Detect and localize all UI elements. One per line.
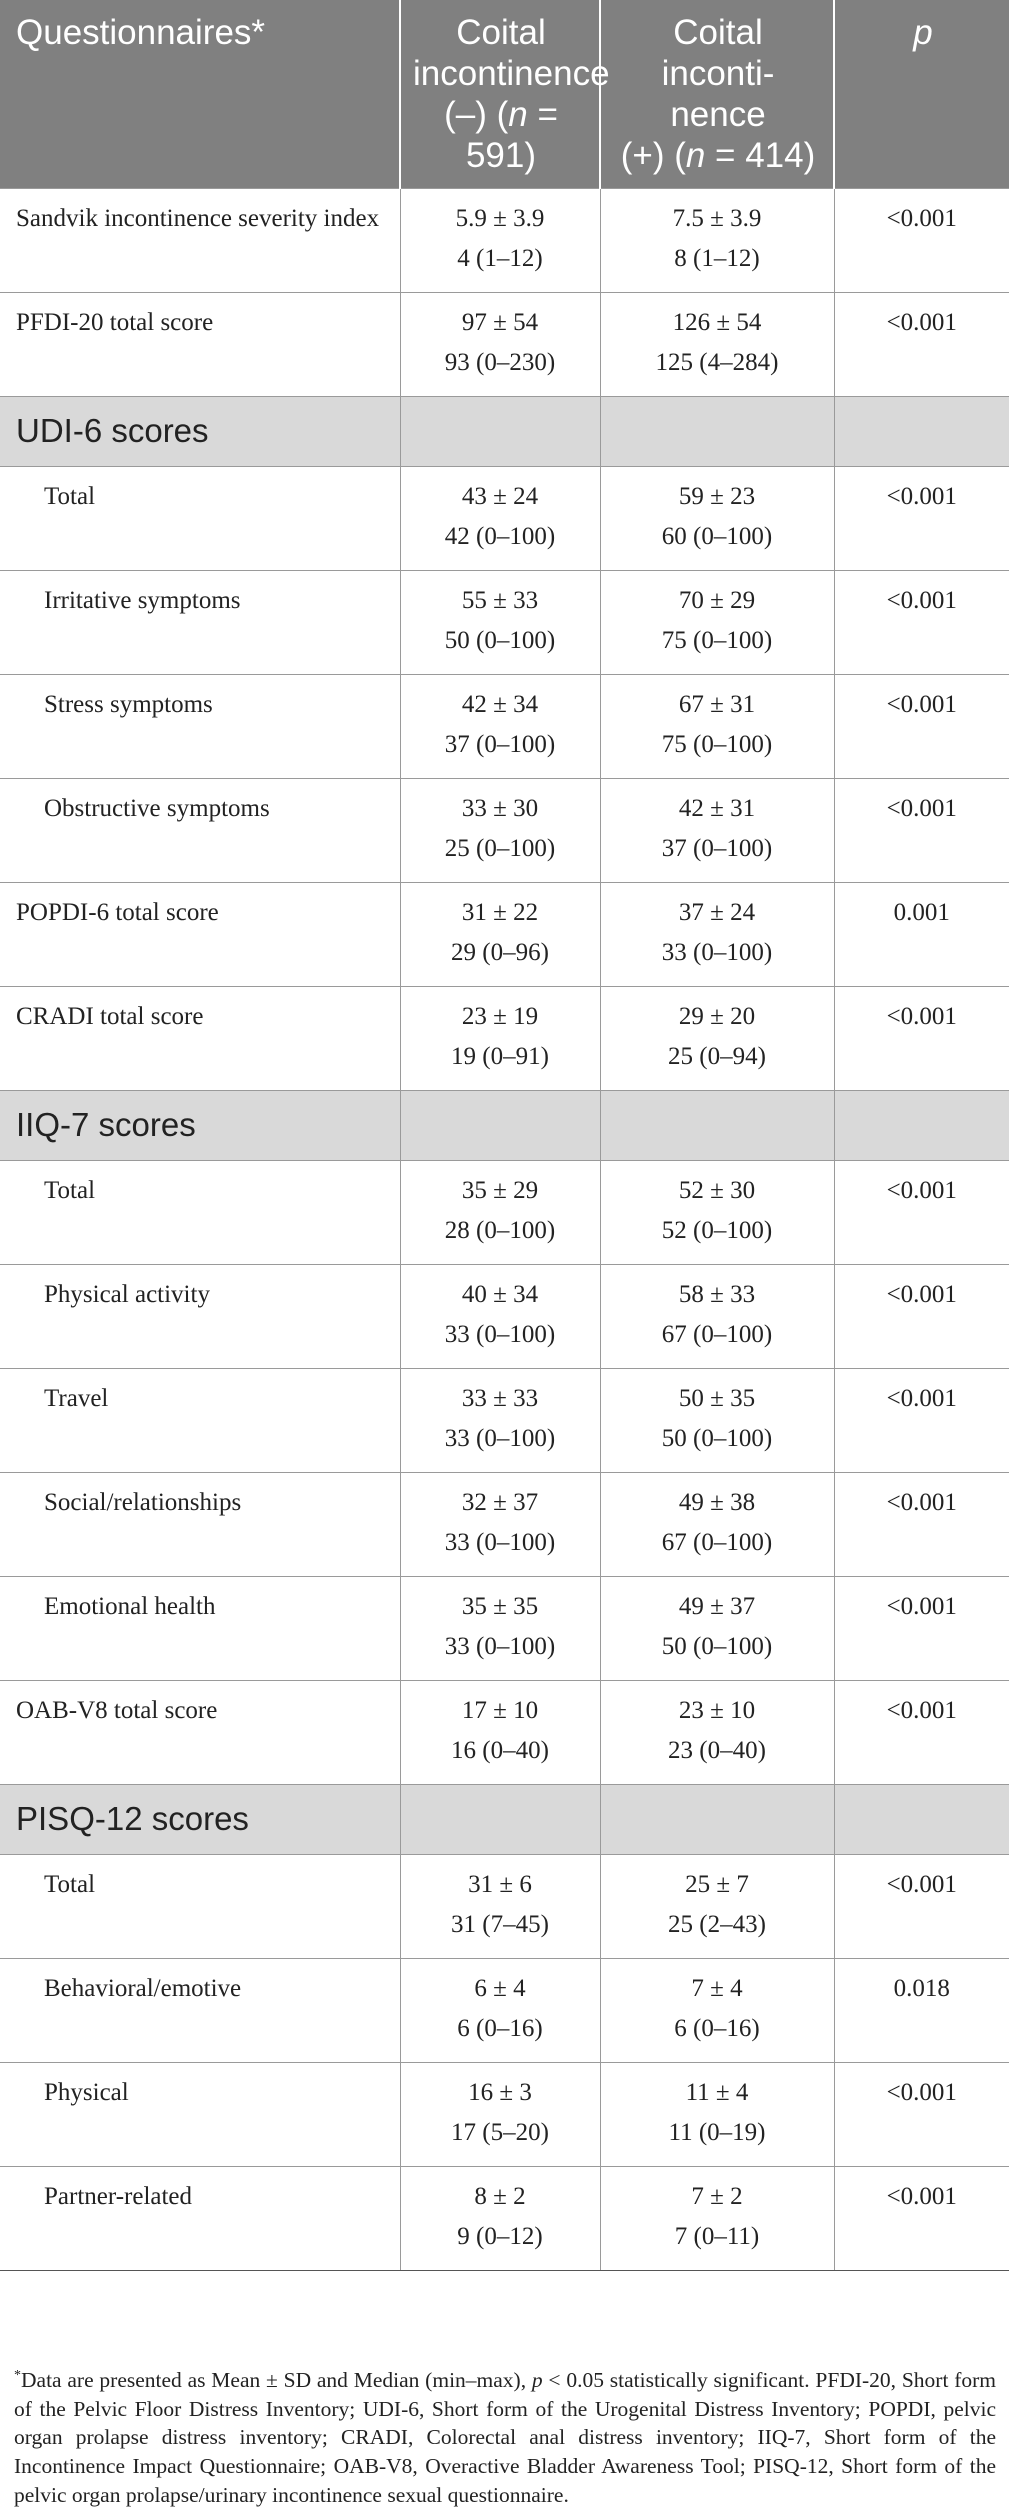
row-label: Total: [0, 467, 400, 571]
header-col2-line2: inconti-: [661, 54, 775, 93]
median-range-value: 16 (0–40): [451, 1737, 549, 1764]
negative-group-cell: [400, 1959, 600, 2063]
section-filler-cell: [834, 1091, 1009, 1161]
median-range-value: 50 (0–100): [444, 627, 556, 654]
footnote-p: p: [531, 2368, 543, 2392]
section-filler-cell: [400, 1091, 600, 1161]
mean-sd-value: 7 ± 4: [691, 1975, 743, 2002]
table-row: [0, 1369, 1009, 1473]
p-value-cell: <0.001: [834, 1577, 1009, 1681]
header-col1-line2: incontinence: [413, 54, 610, 93]
positive-group-cell: [600, 293, 834, 397]
median-range-value: 25 (0–100): [444, 835, 556, 862]
p-value-cell: <0.001: [834, 779, 1009, 883]
median-range-value: 17 (5–20): [451, 2119, 549, 2146]
positive-group-cell: [600, 571, 834, 675]
table-row: [0, 987, 1009, 1091]
row-label: Physical activity: [0, 1265, 400, 1369]
p-value-cell: <0.001: [834, 675, 1009, 779]
median-range-value: 33 (0–100): [444, 1633, 556, 1660]
negative-group-cell: [400, 1265, 600, 1369]
positive-group-cell: [600, 987, 834, 1091]
table-row: [0, 1855, 1009, 1959]
row-label: Total: [0, 1161, 400, 1265]
mean-sd-value: 31 ± 6: [468, 1871, 532, 1898]
mean-sd-value: 6 ± 4: [474, 1975, 526, 2002]
median-range-value: 75 (0–100): [661, 627, 773, 654]
p-value-cell: <0.001: [834, 1681, 1009, 1785]
table-row: [0, 571, 1009, 675]
median-range-value: 50 (0–100): [661, 1425, 773, 1452]
median-range-value: 33 (0–100): [444, 1425, 556, 1452]
mean-sd-value: 17 ± 10: [461, 1697, 539, 1724]
positive-group-cell: [600, 1473, 834, 1577]
header-col2-line1: Coital: [673, 13, 763, 52]
median-range-value: 33 (0–100): [444, 1321, 556, 1348]
positive-group-cell: [600, 1577, 834, 1681]
p-value-cell: <0.001: [834, 1855, 1009, 1959]
section-filler-cell: [600, 1091, 834, 1161]
positive-group-cell: [600, 779, 834, 883]
mean-sd-value: 25 ± 7: [685, 1871, 749, 1898]
table-row: [0, 883, 1009, 987]
mean-sd-value: 29 ± 20: [678, 1003, 756, 1030]
median-range-value: 42 (0–100): [444, 523, 556, 550]
section-filler-cell: [834, 1785, 1009, 1855]
mean-sd-value: 40 ± 34: [461, 1281, 539, 1308]
negative-group-cell: [400, 2063, 600, 2167]
median-range-value: 52 (0–100): [661, 1217, 773, 1244]
section-label: PISQ-12 scores: [0, 1785, 400, 1855]
row-label: Behavioral/emotive: [0, 1959, 400, 2063]
negative-group-cell: [400, 1855, 600, 1959]
mean-sd-value: 52 ± 30: [678, 1177, 756, 1204]
mean-sd-value: 42 ± 31: [678, 795, 756, 822]
table-row: [0, 1473, 1009, 1577]
median-range-value: 93 (0–230): [444, 349, 556, 376]
negative-group-cell: [400, 1161, 600, 1265]
header-col1-line3-post: = 591): [465, 95, 558, 175]
positive-group-cell: [600, 2167, 834, 2271]
mean-sd-value: 43 ± 24: [461, 483, 539, 510]
mean-sd-value: 126 ± 54: [672, 309, 762, 336]
mean-sd-value: 35 ± 35: [461, 1593, 539, 1620]
table-row: [0, 779, 1009, 883]
header-col2-line3: nence: [670, 95, 766, 134]
mean-sd-value: 7.5 ± 3.9: [672, 205, 762, 232]
median-range-value: 11 (0–19): [668, 2119, 766, 2146]
mean-sd-value: 23 ± 10: [678, 1697, 756, 1724]
header-col2-line4-post: = 414): [705, 136, 816, 175]
header-p-value: [834, 0, 1009, 189]
section-row: [0, 397, 1009, 467]
median-range-value: 4 (1–12): [457, 245, 543, 272]
negative-group-cell: [400, 1369, 600, 1473]
median-range-value: 9 (0–12): [457, 2223, 543, 2250]
negative-group-cell: [400, 779, 600, 883]
header-col2-n: n: [685, 136, 706, 175]
row-label: POPDI-6 total score: [0, 883, 400, 987]
negative-group-cell: [400, 987, 600, 1091]
mean-sd-value: 58 ± 33: [678, 1281, 756, 1308]
median-range-value: 37 (0–100): [444, 731, 556, 758]
negative-group-cell: [400, 571, 600, 675]
section-label: IIQ-7 scores: [0, 1091, 400, 1161]
p-value-cell: <0.001: [834, 293, 1009, 397]
positive-group-cell: [600, 675, 834, 779]
p-value-cell: 0.018: [834, 1959, 1009, 2063]
section-filler-cell: [400, 1785, 600, 1855]
positive-group-cell: [600, 2063, 834, 2167]
positive-group-cell: [600, 883, 834, 987]
positive-group-cell: [600, 189, 834, 293]
row-label: Irritative symptoms: [0, 571, 400, 675]
median-range-value: 60 (0–100): [661, 523, 773, 550]
mean-sd-value: 59 ± 23: [678, 483, 756, 510]
header-row: [0, 0, 1009, 189]
p-value-cell: <0.001: [834, 189, 1009, 293]
median-range-value: 25 (0–94): [668, 1043, 766, 1070]
mean-sd-value: 42 ± 34: [461, 691, 539, 718]
median-range-value: 31 (7–45): [451, 1911, 549, 1938]
mean-sd-value: 8 ± 2: [474, 2183, 526, 2210]
table-row: [0, 189, 1009, 293]
median-range-value: 29 (0–96): [451, 939, 549, 966]
table-row: [0, 1161, 1009, 1265]
negative-group-cell: [400, 293, 600, 397]
p-value-cell: <0.001: [834, 571, 1009, 675]
footnote-part1: Data are presented as Mean ± SD and Median (min–max),: [21, 2368, 532, 2392]
median-range-value: 75 (0–100): [661, 731, 773, 758]
table-row: [0, 675, 1009, 779]
mean-sd-value: 31 ± 22: [461, 899, 539, 926]
table-row: [0, 1959, 1009, 2063]
p-value-cell: <0.001: [834, 1473, 1009, 1577]
median-range-value: 25 (2–43): [668, 1911, 766, 1938]
negative-group-cell: [400, 189, 600, 293]
row-label: Physical: [0, 2063, 400, 2167]
row-label: Sandvik incontinence severity index: [0, 189, 400, 293]
mean-sd-value: 97 ± 54: [461, 309, 539, 336]
header-p-label: p: [913, 13, 933, 52]
row-label: Emotional health: [0, 1577, 400, 1681]
table-row: [0, 1265, 1009, 1369]
median-range-value: 19 (0–91): [451, 1043, 549, 1070]
mean-sd-value: 50 ± 35: [678, 1385, 756, 1412]
mean-sd-value: 55 ± 33: [461, 587, 539, 614]
mean-sd-value: 32 ± 37: [461, 1489, 539, 1516]
median-range-value: 33 (0–100): [661, 939, 773, 966]
section-label: UDI-6 scores: [0, 397, 400, 467]
median-range-value: 8 (1–12): [674, 245, 760, 272]
negative-group-cell: [400, 1473, 600, 1577]
negative-group-cell: [400, 467, 600, 571]
p-value-cell: 0.001: [834, 883, 1009, 987]
section-filler-cell: [600, 397, 834, 467]
row-label: Social/relationships: [0, 1473, 400, 1577]
row-label: OAB-V8 total score: [0, 1681, 400, 1785]
mean-sd-value: 11 ± 4: [685, 2079, 749, 2106]
table-row: [0, 2167, 1009, 2271]
median-range-value: 23 (0–40): [668, 1737, 766, 1764]
positive-group-cell: [600, 1681, 834, 1785]
mean-sd-value: 33 ± 30: [461, 795, 539, 822]
mean-sd-value: 33 ± 33: [461, 1385, 539, 1412]
median-range-value: 33 (0–100): [444, 1529, 556, 1556]
mean-sd-value: 49 ± 37: [678, 1593, 756, 1620]
median-range-value: 67 (0–100): [661, 1529, 773, 1556]
section-filler-cell: [600, 1785, 834, 1855]
header-questionnaires: Questionnaires*: [0, 0, 400, 189]
row-label: Obstructive symptoms: [0, 779, 400, 883]
mean-sd-value: 5.9 ± 3.9: [455, 205, 545, 232]
positive-group-cell: [600, 467, 834, 571]
mean-sd-value: 23 ± 19: [461, 1003, 539, 1030]
table-row: [0, 293, 1009, 397]
row-label: Travel: [0, 1369, 400, 1473]
table-header: [0, 0, 1009, 189]
median-range-value: 50 (0–100): [661, 1633, 773, 1660]
row-label: Total: [0, 1855, 400, 1959]
median-range-value: 28 (0–100): [444, 1217, 556, 1244]
median-range-value: 6 (0–16): [674, 2015, 760, 2042]
header-coital-incontinence-positive: [600, 0, 834, 189]
positive-group-cell: [600, 1855, 834, 1959]
p-value-cell: <0.001: [834, 1369, 1009, 1473]
p-value-cell: <0.001: [834, 1265, 1009, 1369]
positive-group-cell: [600, 1959, 834, 2063]
mean-sd-value: 70 ± 29: [678, 587, 756, 614]
table-row: [0, 467, 1009, 571]
positive-group-cell: [600, 1265, 834, 1369]
header-col1-line3-pre: (–) (: [444, 95, 509, 134]
positive-group-cell: [600, 1369, 834, 1473]
header-col1-n: n: [508, 95, 528, 134]
section-filler-cell: [400, 397, 600, 467]
section-filler-cell: [834, 397, 1009, 467]
negative-group-cell: [400, 2167, 600, 2271]
header-col1-line1: Coital: [456, 13, 546, 52]
median-range-value: 67 (0–100): [661, 1321, 773, 1348]
table-row: [0, 1577, 1009, 1681]
table-body: [0, 189, 1009, 2271]
mean-sd-value: 7 ± 2: [691, 2183, 743, 2210]
median-range-value: 125 (4–284): [655, 349, 779, 376]
footnote-part2: < 0.05 statistically significant. PFDI-20, Short form of the Pelvic Floor Distress Inventory; UDI-6, Short form of the Urogenital Distress Inventory; POPDI, pelvic organ prolapse distress inventory; CRADI, Colorectal anal distress inventory; IIQ-7, Short form of the Incontinence Impact Questionnaire; OAB-V8, Overactive Bladder Awareness Tool; PISQ-12, Short form of the pelvic organ prolapse/urinary incontinence sexual questionnaire.: [14, 2368, 996, 2507]
negative-group-cell: [400, 1681, 600, 1785]
negative-group-cell: [400, 1577, 600, 1681]
positive-group-cell: [600, 1161, 834, 1265]
p-value-cell: <0.001: [834, 987, 1009, 1091]
median-range-value: 6 (0–16): [457, 2015, 543, 2042]
header-coital-incontinence-negative: [400, 0, 610, 189]
mean-sd-value: 35 ± 29: [461, 1177, 539, 1204]
row-label: PFDI-20 total score: [0, 293, 400, 397]
row-label: Partner-related: [0, 2167, 400, 2271]
table-row: [0, 1681, 1009, 1785]
header-col2-line4-pre: (+) (: [620, 136, 686, 175]
p-value-cell: <0.001: [834, 467, 1009, 571]
mean-sd-value: 16 ± 3: [468, 2079, 532, 2106]
row-label: CRADI total score: [0, 987, 400, 1091]
mean-sd-value: 49 ± 38: [678, 1489, 756, 1516]
p-value-cell: <0.001: [834, 2167, 1009, 2271]
section-row: [0, 1091, 1009, 1161]
median-range-value: 37 (0–100): [661, 835, 773, 862]
median-range-value: 7 (0–11): [674, 2223, 760, 2250]
mean-sd-value: 37 ± 24: [678, 899, 756, 926]
p-value-cell: <0.001: [834, 2063, 1009, 2167]
footnote-marker: *: [14, 2367, 21, 2383]
row-label: Stress symptoms: [0, 675, 400, 779]
p-value-cell: <0.001: [834, 1161, 1009, 1265]
section-row: [0, 1785, 1009, 1855]
negative-group-cell: [400, 883, 600, 987]
table-row: [0, 2063, 1009, 2167]
negative-group-cell: [400, 675, 600, 779]
mean-sd-value: 67 ± 31: [678, 691, 756, 718]
